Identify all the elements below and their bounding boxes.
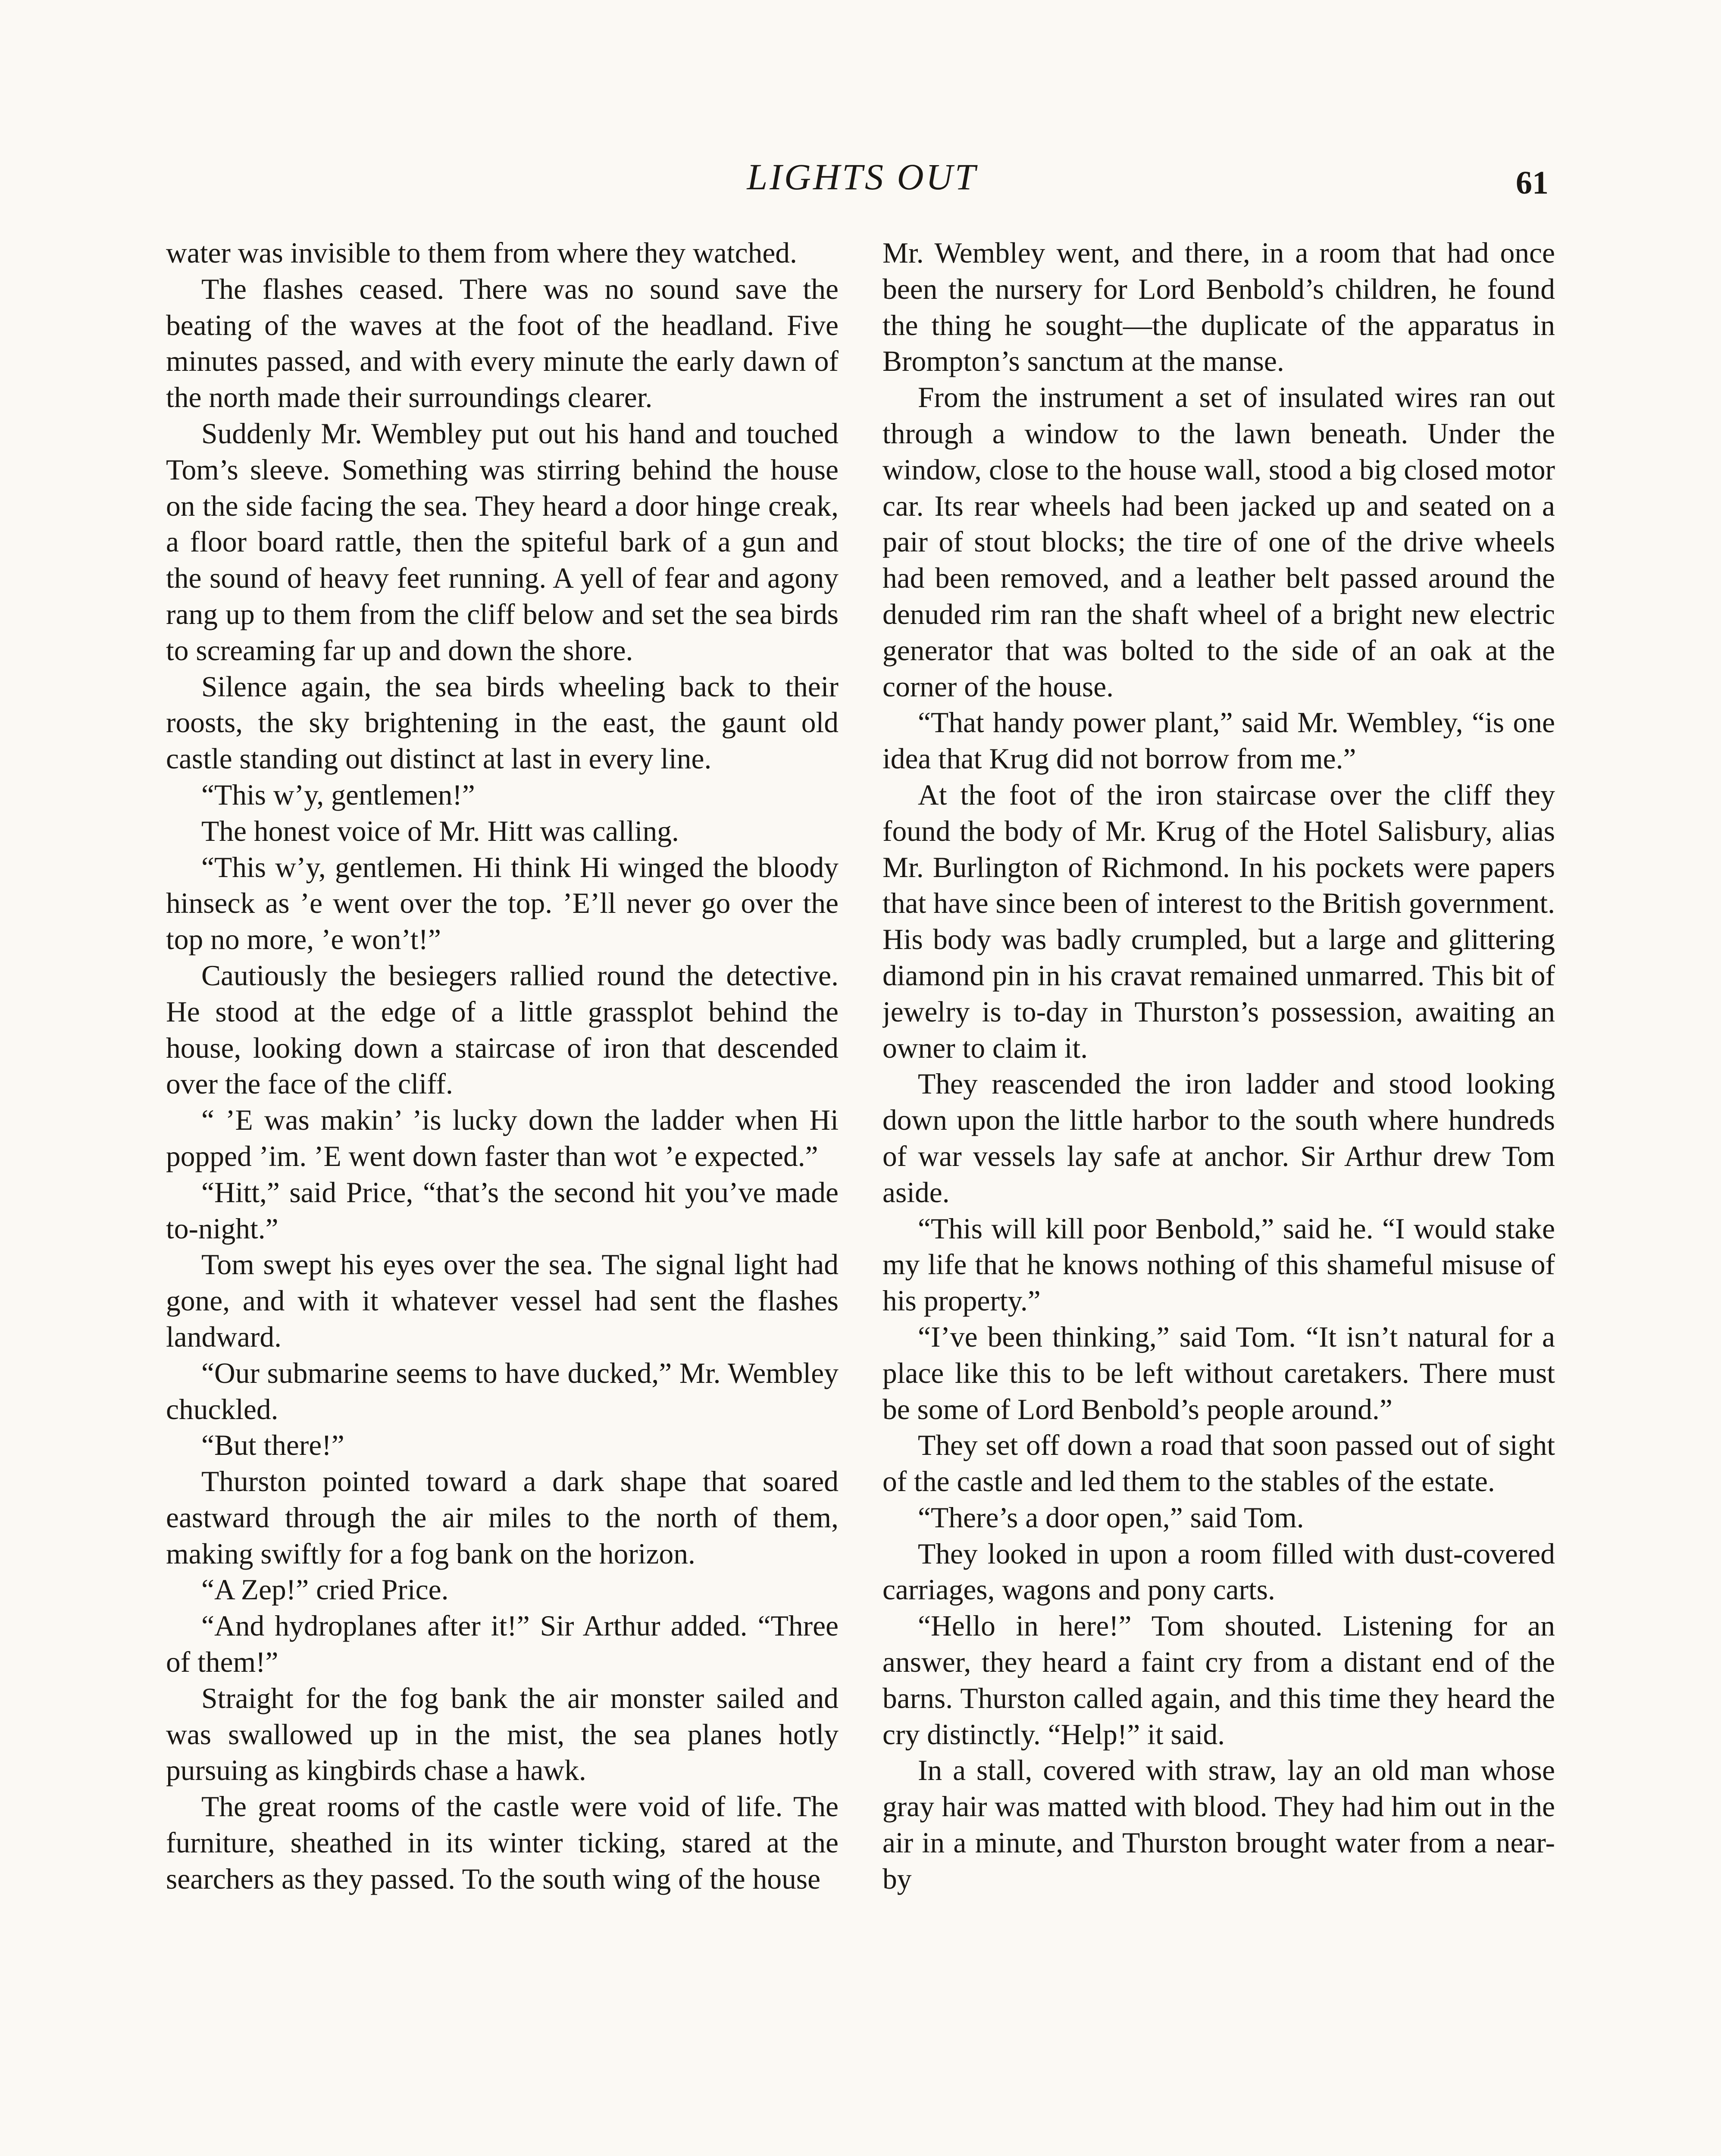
- paragraph: The great rooms of the castle were void of life. The furniture, sheathed in its winter ticking, stared at the searchers as they passed. To the south wing of the house: [166, 1790, 839, 1895]
- paragraph: The honest voice of Mr. Hitt was calling.: [201, 815, 679, 847]
- paragraph: They reascended the iron ladder and stood looking down upon the little harbor to the south where hundreds of war vessels lay safe at anchor. Sir Arthur drew Tom aside.: [882, 1068, 1555, 1209]
- paragraph: “But there!”: [201, 1429, 344, 1462]
- paragraph: They looked in upon a room filled with dust-covered carriages, wagons and pony carts.: [882, 1537, 1555, 1606]
- paragraph: “Hitt,” said Price, “that’s the second hit you’ve made to-night.”: [166, 1176, 839, 1245]
- running-head: [0, 153, 1721, 205]
- paragraph: “There’s a door open,” said Tom.: [918, 1501, 1304, 1534]
- paragraph: “That handy power plant,” said Mr. Wembley, “is one idea that Krug did not borrow from me.”: [882, 706, 1555, 775]
- paragraph: “A Zep!” cried Price.: [201, 1573, 449, 1606]
- paragraph: “This w’y, gentlemen. Hi think Hi winged the bloody hinseck as ’e went over the top. ’E’ll never go over the top no more, ’e won’t!”: [166, 851, 839, 956]
- chapter-title: LIGHTS OUT: [747, 156, 978, 197]
- paragraph: “And hydroplanes after it!” Sir Arthur added. “Three of them!”: [166, 1610, 839, 1679]
- paragraph: “This w’y, gentlemen!”: [201, 778, 475, 811]
- paragraph: From the instrument a set of insulated wires ran out through a window to the lawn beneath. Under the window, close to the house wall, stood a big closed motor car. Its rear wheels had been jacked up and seated on a pair of stout blocks; the tire of one of the drive wheels had been removed, and a leather belt passed around the denuded rim ran the shaft wheel of a bright new electric generator that was bolted to the side of an oak at the corner of the house.: [882, 381, 1555, 703]
- paragraph: “Hello in here!” Tom shouted. Listening for an answer, they heard a faint cry from a distant end of the barns. Thurston called again, and this time they heard the cry distinctly. “Help!” it said.: [882, 1610, 1555, 1751]
- paragraph: Thurston pointed toward a dark shape that soared eastward through the air miles to the north of them, making swiftly for a fog bank on the horizon.: [166, 1465, 839, 1570]
- paragraph: “This will kill poor Benbold,” said he. “I would stake my life that he knows nothing of this shameful misuse of his property.”: [882, 1212, 1555, 1317]
- paragraph: In a stall, covered with straw, lay an old man whose gray hair was matted with blood. They had him out in the air in a minute, and Thurston brought water from a near-by: [882, 1754, 1555, 1895]
- page-number: 61: [1516, 165, 1549, 201]
- paragraph: Tom swept his eyes over the sea. The signal light had gone, and with it whatever vessel had sent the flashes landward.: [166, 1248, 839, 1353]
- paragraph: water was invisible to them from where they watched.: [166, 237, 797, 269]
- paragraph: Mr. Wembley went, and there, in a room that had once been the nursery for Lord Benbold’s children, he found the thing he sought—the duplicate of the apparatus in Brompton’s sanctum at the manse.: [882, 237, 1555, 378]
- right-column: [882, 235, 1555, 2156]
- paragraph: The flashes ceased. There was no sound save the beating of the waves at the foot of the headland. Five minutes passed, and with every minute the early dawn of the north made their surroundings clearer.: [166, 273, 839, 414]
- paragraph: Cautiously the besiegers rallied round the detective. He stood at the edge of a little grassplot behind the house, looking down a staircase of iron that descended over the face of the cliff.: [166, 959, 839, 1100]
- paragraph: They set off down a road that soon passed out of sight of the castle and led them to the stables of the estate.: [882, 1429, 1555, 1498]
- paragraph: “I’ve been thinking,” said Tom. “It isn’t natural for a place like this to be left without caretakers. There must be some of Lord Benbold’s people around.”: [882, 1320, 1555, 1426]
- paragraph: Suddenly Mr. Wembley put out his hand and touched Tom’s sleeve. Something was stirring behind the house on the side facing the sea. They heard a door hinge creak, a floor board rattle, then the spiteful bark of a gun and the sound of heavy feet running. A yell of fear and agony rang up to them from the cliff below and set the sea birds to screaming far up and down the shore.: [166, 417, 839, 667]
- paragraph: At the foot of the iron staircase over the cliff they found the body of Mr. Krug of the Hotel Salisbury, alias Mr. Burlington of Richmond. In his pockets were papers that have since been of interest to the British government. His body was badly crumpled, but a large and glittering diamond pin in his cravat remained unmarred. This bit of jewelry is to-day in Thurston’s possession, awaiting an owner to claim it.: [882, 778, 1555, 1064]
- paragraph: Silence again, the sea birds wheeling back to their roosts, the sky brightening in the east, the gaunt old castle standing out distinct at last in every line.: [166, 670, 839, 775]
- paragraph: Straight for the fog bank the air monster sailed and was swallowed up in the mist, the sea planes hotly pursuing as kingbirds chase a hawk.: [166, 1682, 839, 1787]
- paragraph: “Our submarine seems to have ducked,” Mr. Wembley chuckled.: [166, 1357, 839, 1426]
- paragraph: “ ’E was makin’ ’is lucky down the ladder when Hi popped ’im. ’E went down faster than wot ’e expected.”: [166, 1104, 839, 1172]
- left-column: [166, 235, 839, 2156]
